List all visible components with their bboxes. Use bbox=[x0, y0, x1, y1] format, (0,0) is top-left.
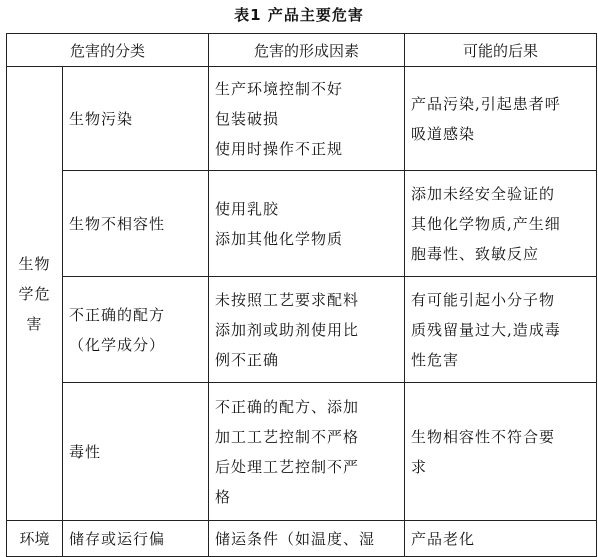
consequence-line: 产品老化 bbox=[411, 529, 476, 548]
cause-line: 后处理工艺控制不严 bbox=[215, 457, 360, 476]
subcategory-cell bbox=[63, 171, 209, 277]
consequences-cell bbox=[405, 521, 597, 557]
causes-cell bbox=[209, 383, 405, 521]
category-env: 环境 bbox=[7, 521, 63, 557]
consequence-line: 质残留量过大,造成毒 bbox=[411, 320, 561, 339]
cause-line: 不正确的配方、添加 bbox=[215, 397, 360, 416]
header-classification: 危害的分类 bbox=[7, 34, 209, 67]
table-row bbox=[7, 383, 597, 521]
cause-line: 格 bbox=[215, 487, 232, 506]
consequence-line: 吸道感染 bbox=[411, 124, 476, 143]
consequence-line: 产品污染,引起患者呼 bbox=[411, 94, 561, 113]
subcategory-line: 生物不相容性 bbox=[69, 214, 166, 233]
cause-line: 加工工艺控制不严格 bbox=[215, 427, 360, 446]
header-consequences: 可能的后果 bbox=[405, 34, 597, 67]
subcategory-cell bbox=[63, 521, 209, 557]
cause-line: 储运条件（如温度、湿 bbox=[215, 529, 376, 548]
cause-line: 添加剂或助剂使用比 bbox=[215, 320, 360, 339]
header-row bbox=[7, 34, 597, 67]
consequence-line: 求 bbox=[411, 457, 428, 476]
cause-line: 未按照工艺要求配料 bbox=[215, 290, 360, 309]
category-bio bbox=[7, 67, 63, 521]
cause-line: 使用时操作不正规 bbox=[215, 139, 344, 158]
table-row bbox=[7, 521, 597, 557]
consequences-cell bbox=[405, 277, 597, 383]
causes-cell bbox=[209, 521, 405, 557]
table-row bbox=[7, 171, 597, 277]
subcategory-line: 毒性 bbox=[69, 442, 102, 461]
cause-line: 例不正确 bbox=[215, 350, 280, 369]
consequence-line: 生物相容性不符合要 bbox=[411, 427, 556, 446]
consequence-line: 其他化学物质,产生细 bbox=[411, 214, 561, 233]
table-row bbox=[7, 67, 597, 171]
subcategory-cell bbox=[63, 277, 209, 383]
hazard-table bbox=[6, 33, 597, 557]
cause-line: 生产环境控制不好 bbox=[215, 79, 344, 98]
consequences-cell bbox=[405, 67, 597, 171]
cause-line: 包装破损 bbox=[215, 109, 280, 128]
consequence-line: 添加未经安全验证的 bbox=[411, 184, 556, 203]
causes-cell bbox=[209, 67, 405, 171]
consequences-cell bbox=[405, 383, 597, 521]
causes-cell bbox=[209, 171, 405, 277]
table-title: 表1 产品主要危害 bbox=[234, 6, 364, 24]
subcategory-cell bbox=[63, 383, 209, 521]
consequences-cell bbox=[405, 171, 597, 277]
subcategory-line: （化学成分） bbox=[69, 335, 166, 354]
causes-cell bbox=[209, 277, 405, 383]
cause-line: 添加其他化学物质 bbox=[215, 229, 344, 248]
consequence-line: 胞毒性、致敏反应 bbox=[411, 244, 540, 263]
subcategory-line: 生物污染 bbox=[69, 109, 134, 128]
category-bio-line: 害 bbox=[26, 314, 43, 333]
consequence-line: 有可能引起小分子物 bbox=[411, 290, 556, 309]
cause-line: 使用乳胶 bbox=[215, 199, 280, 218]
category-bio-line: 学危 bbox=[18, 284, 51, 303]
header-causes: 危害的形成因素 bbox=[209, 34, 405, 67]
subcategory-cell bbox=[63, 67, 209, 171]
consequence-line: 性危害 bbox=[411, 350, 460, 369]
table-row bbox=[7, 277, 597, 383]
category-bio-line: 生物 bbox=[18, 254, 51, 273]
subcategory-line: 不正确的配方 bbox=[69, 305, 166, 324]
subcategory-line: 储存或运行偏 bbox=[69, 529, 166, 548]
